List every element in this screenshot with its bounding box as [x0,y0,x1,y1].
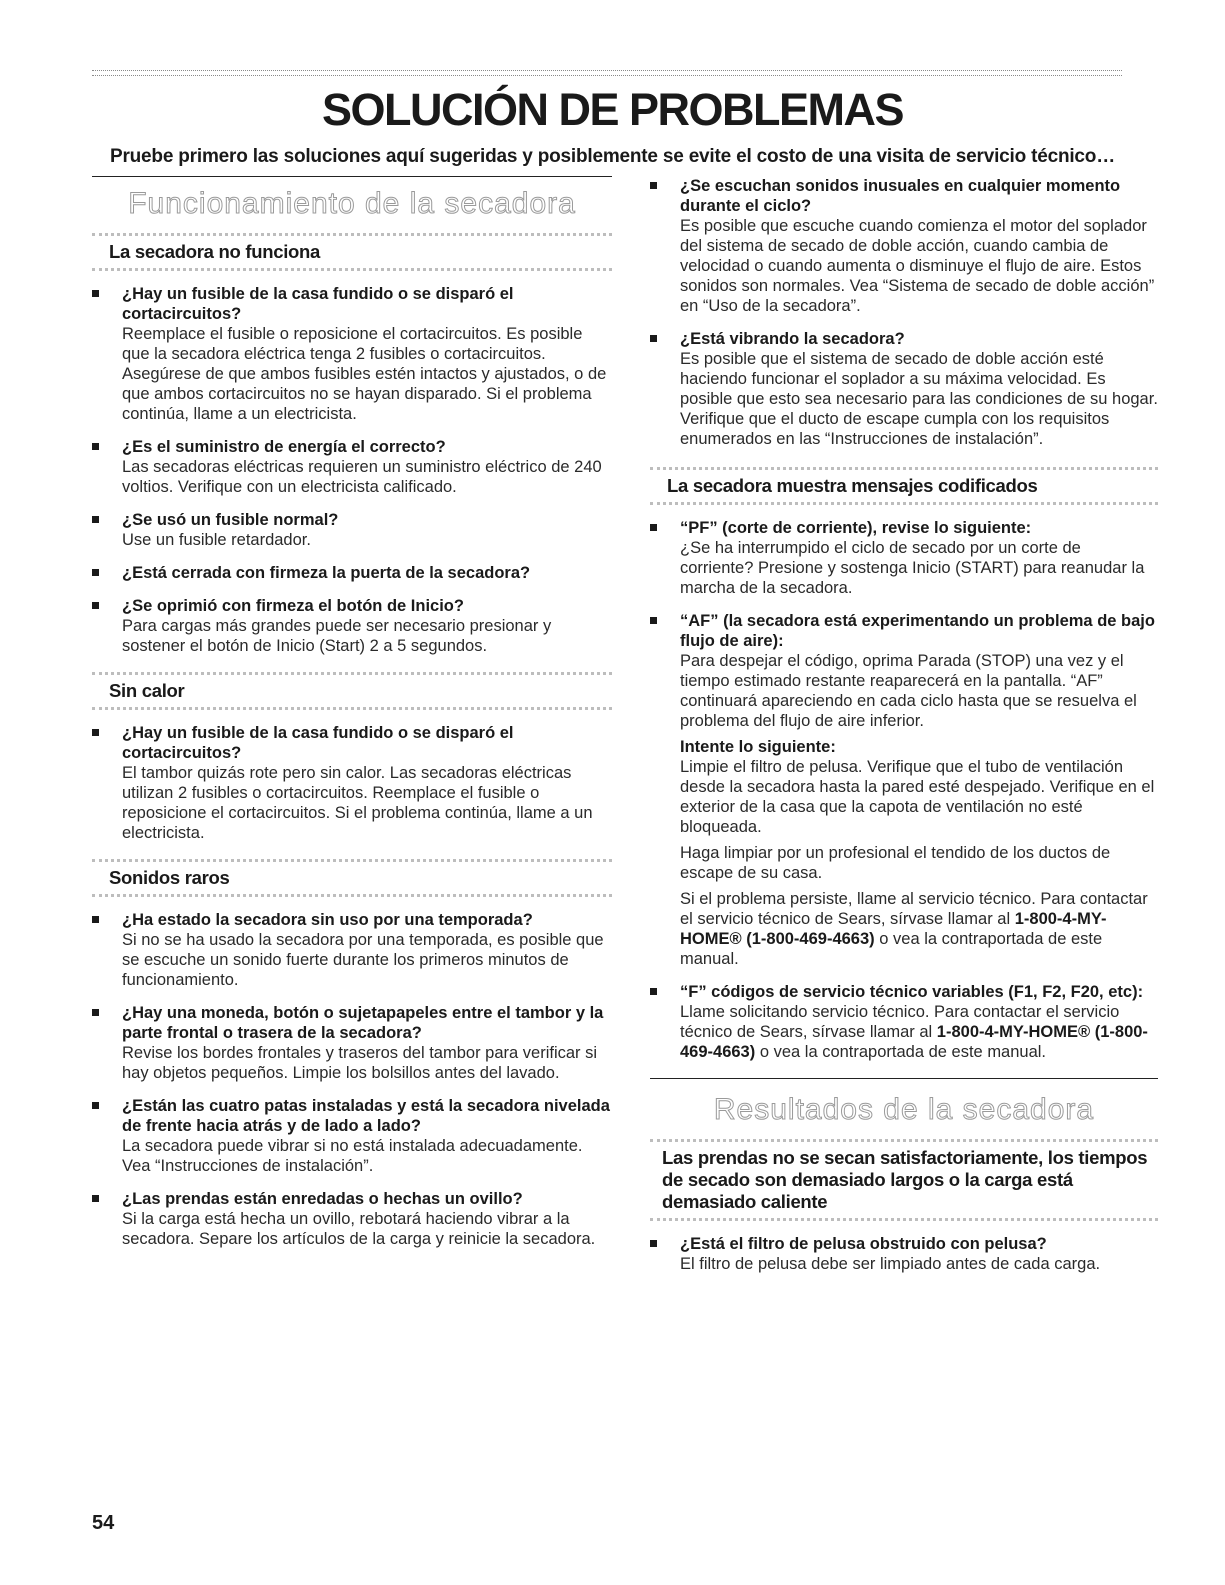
item-list [650,176,1158,449]
left-column [92,176,612,1249]
list-item [650,329,1158,449]
list-item [92,284,612,424]
question: ¿Está vibrando la secadora? [680,330,905,348]
bullet-square-icon [92,1195,99,1202]
question: ¿Hay una moneda, botón o sujetapapeles entre el tambor y la parte frontal o trasera de la secadora? [122,1004,604,1042]
group-title-resultados: Resultados de la secadora [713,1093,1095,1126]
section-heading-sonidos-raros: Sonidos raros [92,859,612,897]
list-item [650,518,1158,598]
question: ¿Se usó un fusible normal? [122,511,339,529]
bullet-square-icon [650,988,657,995]
list-item [650,611,1158,969]
item-list [650,518,1158,1062]
item-list [92,910,612,1249]
bullet-square-icon [92,569,99,576]
column-top-rule [92,176,612,177]
question: ¿Está cerrada con firmeza la puerta de la secadora? [122,564,531,582]
answer: La secadora puede vibrar si no está instalada adecuadamente. Vea “Instrucciones de instalación”. [122,1137,583,1175]
question: ¿Es el suministro de energía el correcto? [122,438,446,456]
question: ¿Hay un fusible de la casa fundido o se disparó el cortacircuitos? [122,285,514,323]
try-text: Limpie el filtro de pelusa. Verifique que el tubo de ventilación desde la secadora hasta la pared esté despejado. Verifique en el exterior de la casa que la capota de ventilación no esté bloqueada. [680,758,1155,836]
list-item [92,1096,612,1176]
list-item [92,510,612,550]
list-item [92,1003,612,1083]
persist-text-before: Si el problema persiste, llame al servicio técnico. Para contactar el servicio técnico de Sears, sírvase llamar al [680,890,1148,928]
top-dotted-rule [92,70,1122,76]
service-phone: 1-800-4-MY-HOME® (1-800-469-4663) [680,1023,1148,1061]
bullet-square-icon [92,443,99,450]
bullet-square-icon [92,290,99,297]
answer: Para cargas más grandes puede ser necesario presionar y sostener el botón de Inicio (Start) 2 a 5 segundos. [122,617,552,655]
answer: Reemplace el fusible o reposicione el cortacircuitos. Es posible que la secadora eléctrica tenga 2 fusibles o cortacircuitos. Asegúrese de que ambos fusibles estén intactos y ajustados, o de que ambos cortacircuitos no se hayan disparado. Si el problema continúa, llame a un electricista. [122,325,607,423]
list-item [650,176,1158,316]
answer [680,1002,1158,1062]
answer: Si la carga está hecha un ovillo, rebotará haciendo vibrar a la secadora. Separe los artículos de la carga y reinicie la secadora. [122,1210,596,1248]
question: ¿Está el filtro de pelusa obstruido con pelusa? [680,1235,1047,1253]
answer: Es posible que escuche cuando comienza el motor del soplador del sistema de secado de doble acción, cuando cambia de velocidad o cuando aumenta o disminuye el flujo de aire. Estos sonidos son normales. Vea “Sistema de secado de doble acción” en “Uso de la secadora”. [680,217,1155,315]
answer: Las secadoras eléctricas requieren un suministro eléctrico de 240 voltios. Verifique con un electricista calificado. [122,458,602,496]
bullet-square-icon [92,602,99,609]
bullet-square-icon [650,182,657,189]
professional-text: Haga limpiar por un profesional el tendido de los ductos de escape de su casa. [680,844,1111,882]
question: “PF” (corte de corriente), revise lo siguiente: [680,519,1032,537]
f-answer-after: o vea la contraportada de este manual. [759,1043,1047,1061]
answer: Si no se ha usado la secadora por una temporada, es posible que se escuche un sonido fuerte durante los primeros minutos de funcionamiento. [122,931,604,989]
answer: Revise los bordes frontales y traseros del tambor para verificar si hay objetos pequeños. Limpie los bolsillos antes del lavado. [122,1044,598,1082]
section-end-rule [650,1078,1158,1079]
list-item [650,982,1158,1062]
question: ¿Las prendas están enredadas o hechas un ovillo? [122,1190,523,1208]
persist-text-after: o vea la contraportada de este manual. [680,930,1103,968]
bullet-square-icon [650,524,657,531]
bullet-square-icon [92,1009,99,1016]
list-item [92,437,612,497]
answer: Para despejar el código, oprima Parada (STOP) una vez y el tiempo estimado restante reaparecerá en la pantalla. “AF” continuará apareciendo en cada ciclo hasta que se resuelva el problema del flujo de aire inferior. [680,652,1137,730]
question: ¿Hay un fusible de la casa fundido o se disparó el cortacircuitos? [122,724,514,762]
list-item [92,910,612,990]
section-heading-no-funciona: La secadora no funciona [92,233,612,271]
bullet-square-icon [650,617,657,624]
list-item [92,1189,612,1249]
item-list [92,723,612,843]
answer: Es posible que el sistema de secado de doble acción esté haciendo funcionar el soplador a su máxima velocidad. Es posible que esto sea necesario para las condiciones de su hogar. Verifique que el ducto de escape cumpla con los requisitos enumerados en las “Instrucciones de instalación”. [680,350,1158,448]
section-heading-prendas-no-se-secan: Las prendas no se secan satisfactoriamente, los tiempos de secado son demasiado largos o la carga está demasiado caliente [650,1139,1158,1221]
answer: ¿Se ha interrumpido el ciclo de secado por un corte de corriente? Presione y sostenga Inicio (START) para reanudar la marcha de la secadora. [680,539,1145,597]
bullet-square-icon [92,916,99,923]
answer: Use un fusible retardador. [122,531,311,549]
page-number: 54 [92,1512,115,1534]
question: ¿Ha estado la secadora sin uso por una temporada? [122,911,533,929]
question: ¿Están las cuatro patas instaladas y está la secadora nivelada de frente hacia atrás y de lado a lado? [122,1097,610,1135]
page-title: SOLUCIÓN DE PROBLEMAS [321,84,904,135]
question: ¿Se escuchan sonidos inusuales en cualquier momento durante el ciclo? [680,177,1121,215]
bullet-square-icon [92,729,99,736]
bullet-square-icon [650,1240,657,1247]
question: “AF” (la secadora está experimentando un problema de bajo flujo de aire): [680,612,1155,650]
question: ¿Se oprimió con firmeza el botón de Inicio? [122,597,464,615]
page-subtitle: Pruebe primero las soluciones aquí sugeridas y posiblemente se evite el costo de una visita de servicio técnico… [109,146,1116,167]
section-heading-mensajes-codificados: La secadora muestra mensajes codificados [650,467,1158,505]
list-item [650,1234,1158,1274]
bullet-square-icon [92,516,99,523]
group-title-funcionamiento: Funcionamiento de la secadora [128,187,576,220]
bullet-square-icon [650,335,657,342]
list-item [92,723,612,843]
question: “F” códigos de servicio técnico variables (F1, F2, F20, etc): [680,983,1144,1001]
item-list [650,1234,1158,1274]
list-item [92,563,612,583]
persist-text [680,889,1158,969]
answer: El tambor quizás rote pero sin calor. Las secadoras eléctricas utilizan 2 fusibles o cortacircuitos. Reemplace el fusible o reposicione el cortacircuitos. Si el problema continúa, llame a un electricista. [122,764,593,842]
right-column [650,176,1158,1274]
list-item [92,596,612,656]
item-list [92,284,612,656]
answer: El filtro de pelusa debe ser limpiado antes de cada carga. [680,1255,1101,1273]
f-answer-before: Llame solicitando servicio técnico. Para contactar el servicio técnico de Sears, sírvase llamar al [680,1003,1120,1041]
section-heading-sin-calor: Sin calor [92,672,612,710]
bullet-square-icon [92,1102,99,1109]
try-heading: Intente lo siguiente: [680,738,836,756]
service-phone: 1-800-4-MY-HOME® (1-800-469-4663) [680,910,1107,948]
